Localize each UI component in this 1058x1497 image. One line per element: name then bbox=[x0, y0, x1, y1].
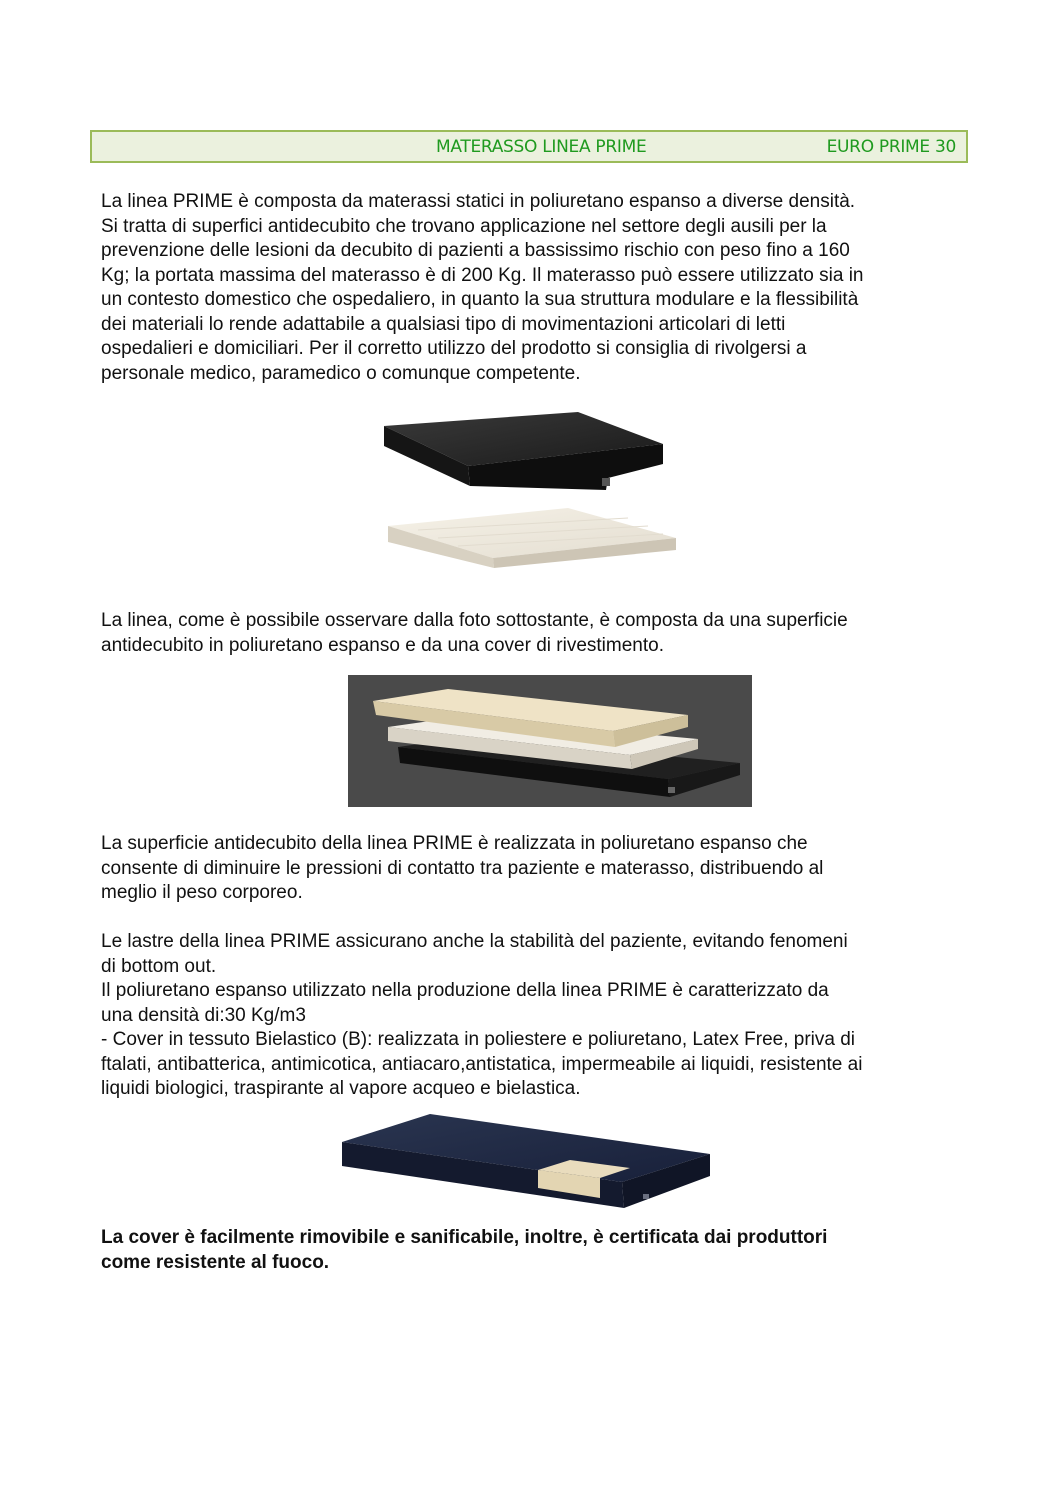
text-line: personale medico, paramedico o comunque competente. bbox=[101, 362, 581, 384]
text-line: Kg; la portata massima del materasso è di 200 Kg. Il materasso può essere utilizzato sia in bbox=[101, 264, 864, 286]
text-line: Si tratta di superfici antidecubito che trovano applicazione nel settore degli ausili per la bbox=[101, 215, 827, 237]
surface-paragraph bbox=[101, 832, 961, 906]
text-line: - Cover in tessuto Bielastico (B): realizzata in poliestere e poliuretano, Latex Free, priva di bbox=[101, 1029, 856, 1050]
text-line: liquidi biologici, traspirante al vapore acqueo e bielastica. bbox=[101, 1078, 581, 1099]
text-line: come resistente al fuoco. bbox=[101, 1251, 330, 1273]
mattress-layers-image bbox=[348, 675, 752, 807]
text-line: Il poliuretano espanso utilizzato nella produzione della linea PRIME è caratterizzato da bbox=[101, 980, 829, 1001]
text-line: antidecubito in poliuretano espanso e da una cover di rivestimento. bbox=[101, 634, 664, 656]
text-line: Le lastre della linea PRIME assicurano anche la stabilità del paziente, evitando fenomeni bbox=[101, 931, 848, 952]
text-line: La linea, come è possibile osservare dalla foto sottostante, è composta da una superficie bbox=[101, 610, 848, 631]
text-line: consente di diminuire le pressioni di contatto tra paziente e materasso, distribuendo al bbox=[101, 857, 824, 879]
text-line: di bottom out. bbox=[101, 955, 217, 977]
composition-paragraph bbox=[101, 609, 961, 658]
closing-paragraph bbox=[101, 1226, 961, 1275]
text-line: prevenzione delle lesioni da decubito di pazienti a bassissimo rischio con peso fino a 160 bbox=[101, 240, 850, 261]
text-line: ospedalieri e domiciliari. Per il corretto utilizzo del prodotto si consiglia di rivolgersi a bbox=[101, 338, 807, 359]
text-line: meglio il peso corporeo. bbox=[101, 882, 303, 903]
text-line: La cover è facilmente rimovibile e sanificabile, inoltre, è certificata dai produttori bbox=[101, 1227, 828, 1248]
text-line: ftalati, antibatterica, antimicotica, antiacaro,antistatica, impermeabile ai liquidi, resistente ai bbox=[101, 1053, 863, 1075]
details-paragraph bbox=[101, 930, 961, 1102]
text-line: un contesto domestico che ospedaliero, in quanto la sua struttura modulare e la flessibilità bbox=[101, 289, 859, 310]
document-title: MATERASSO LINEA PRIME bbox=[436, 137, 647, 157]
navy-cover-image bbox=[338, 1110, 714, 1215]
text-line: una densità di:30 Kg/m3 bbox=[101, 1004, 306, 1026]
mattress-products-image bbox=[378, 408, 678, 573]
text-line: La linea PRIME è composta da materassi statici in poliuretano espanso a diverse densità. bbox=[101, 191, 856, 212]
text-line: dei materiali lo rende adattabile a qualsiasi tipo di movimentazioni articolari di letti bbox=[101, 313, 786, 335]
header-bar bbox=[90, 130, 968, 163]
intro-paragraph bbox=[101, 190, 961, 386]
text-line: La superficie antidecubito della linea PRIME è realizzata in poliuretano espanso che bbox=[101, 833, 808, 854]
product-code: EURO PRIME 30 bbox=[826, 137, 956, 157]
